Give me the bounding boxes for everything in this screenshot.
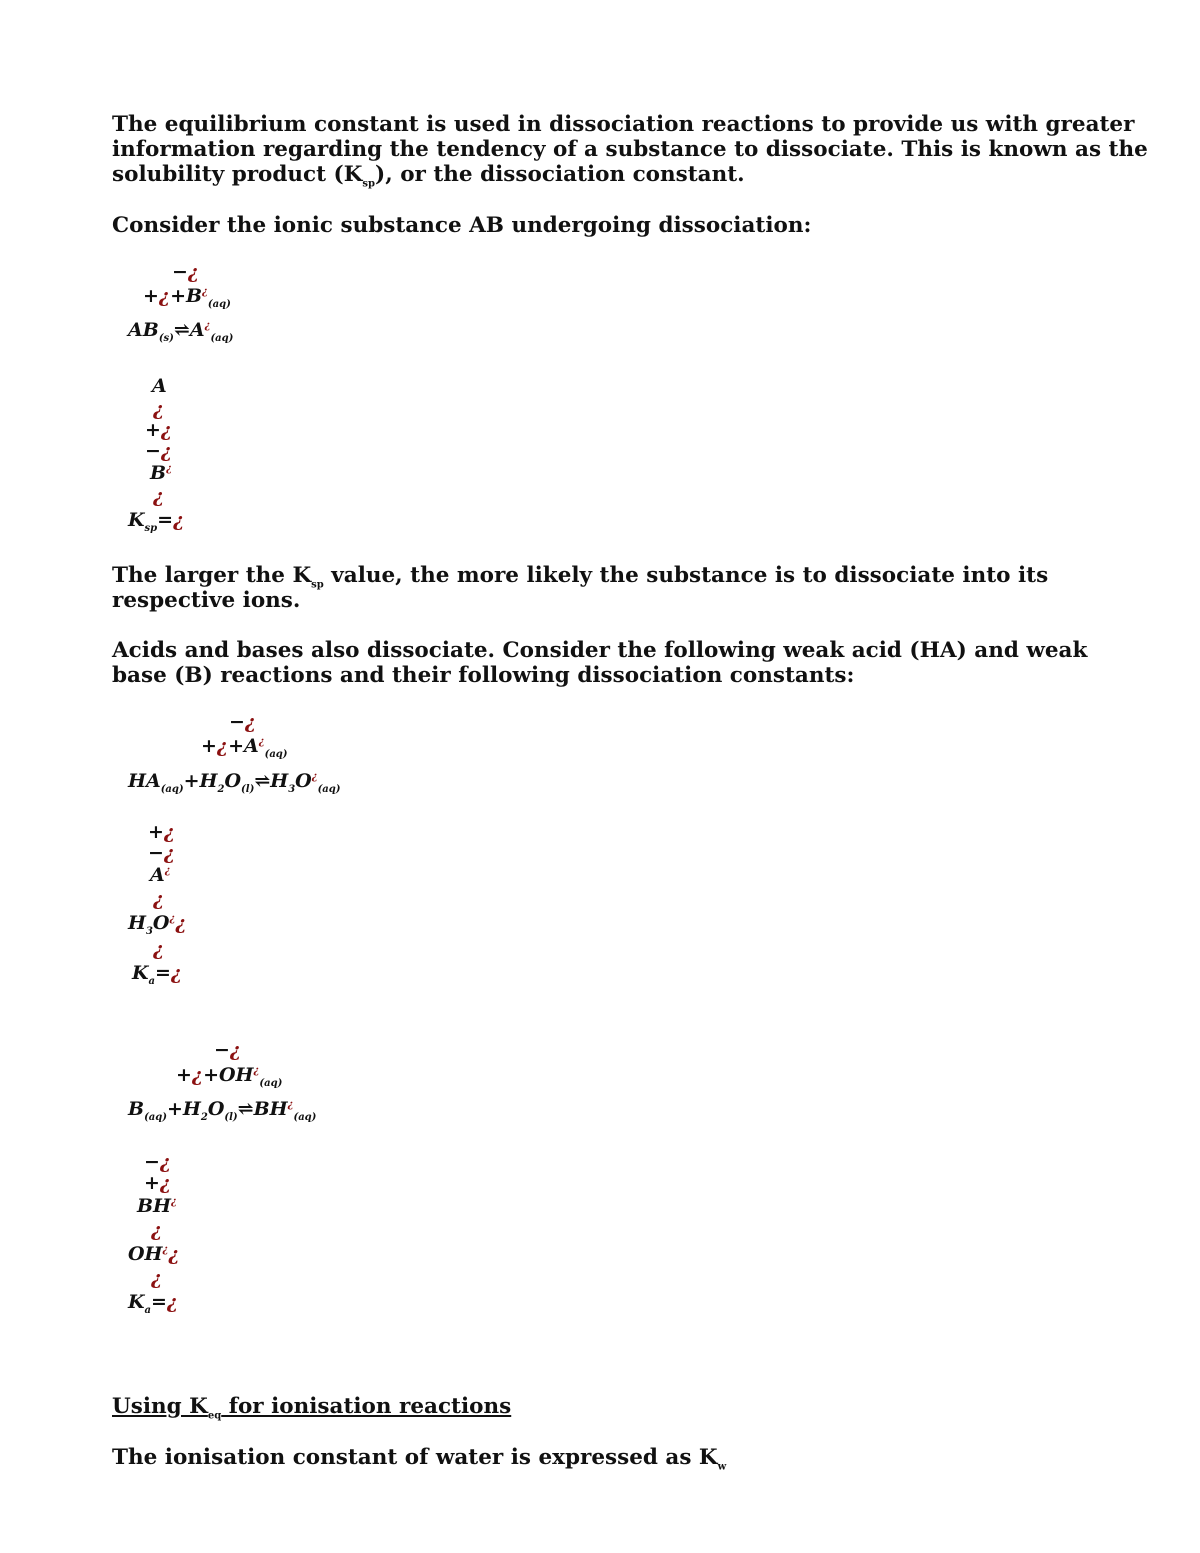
- ka-expr-row-4: ¿: [153, 888, 165, 910]
- ka-expr-row-2: −¿: [148, 842, 176, 864]
- kb-expr-row-3: BH¿: [137, 1195, 177, 1217]
- kb-expr-row-2: +¿: [144, 1172, 172, 1194]
- ka-expr-row-1: +¿: [148, 821, 176, 843]
- kb-expr-row-7: $K_a=¿$: [128, 1291, 179, 1316]
- ksp-expr-row-3: +¿: [145, 419, 173, 441]
- ksp-paragraph: The larger the $K_{sp}$ value, the more likely the substance is to dissociate into its respective ions.: [112, 563, 1049, 613]
- ksp-expr-row-6: ¿: [153, 485, 165, 507]
- eq-ha-line-2: $+¿+A^¿_{(aq)}$: [201, 735, 288, 760]
- ksp-expr-row-4: −¿: [145, 440, 173, 462]
- eq-ha-line-1: −¿: [229, 711, 257, 733]
- eq-ha-line-3: $HA_{(aq)}+H_2O_{(l)}\rightleftharpoons H_3O^¿_{(aq)}$: [128, 770, 341, 795]
- kb-expr-row-6: ¿: [151, 1267, 163, 1289]
- eq-b-line-2: $+¿+OH^¿_{(aq)}$: [176, 1064, 283, 1089]
- intro-paragraph: [112, 112, 1148, 190]
- kb-expr-row-5: OH¿¿: [128, 1243, 180, 1265]
- acids-paragraph: Acids and bases also dissociate. Consider the following weak acid (HA) and weak base (B) reactions and their following dissociation constants:: [112, 638, 1088, 688]
- eq-b-line-3: $B_{(aq)}+H_2O_{(l)}\rightleftharpoons BH^¿_{(aq)}$: [128, 1098, 317, 1123]
- ksp-expr-row-5: B¿: [150, 462, 172, 484]
- intro-line-2: information regarding the tendency of a substance to dissociate. This is known as the: [112, 137, 1148, 162]
- eq-ab-line-2: $+¿+B^¿_{(aq)}$: [143, 285, 231, 310]
- section-heading: Using $K_{eq}$ for ionisation reactions: [112, 1394, 512, 1422]
- ka-expr-row-5: $H_3O^¿¿$: [128, 912, 187, 937]
- eq-ab-line-3: $AB_{(s)}\rightleftharpoons A^¿_{(aq)}$: [128, 319, 234, 344]
- ksp-expr-row-7: $K_{sp}=¿$: [128, 509, 185, 534]
- ka-expr-row-7: $K_a=¿$: [132, 962, 183, 987]
- eq-b-line-1: −¿: [214, 1039, 242, 1061]
- ksp-expr-row-2: ¿: [153, 398, 165, 420]
- kb-expr-row-1: −¿: [144, 1151, 172, 1173]
- ka-expr-row-3: A¿: [150, 864, 171, 886]
- kb-expr-row-4: ¿: [151, 1219, 163, 1241]
- intro-line-1: The equilibrium constant is used in dissociation reactions to provide us with greater: [112, 112, 1135, 137]
- water-paragraph: The ionisation constant of water is expressed as $K_w$: [112, 1445, 727, 1473]
- consider-ab-text: Consider the ionic substance AB undergoing dissociation:: [112, 213, 812, 238]
- ka-expr-row-6: ¿: [153, 938, 165, 960]
- ksp-expr-row-1: A: [152, 375, 167, 397]
- intro-line-3: solubility product $(K_{sp})$, or the dissociation constant.: [112, 162, 745, 190]
- eq-ab-line-1: −¿: [172, 261, 200, 283]
